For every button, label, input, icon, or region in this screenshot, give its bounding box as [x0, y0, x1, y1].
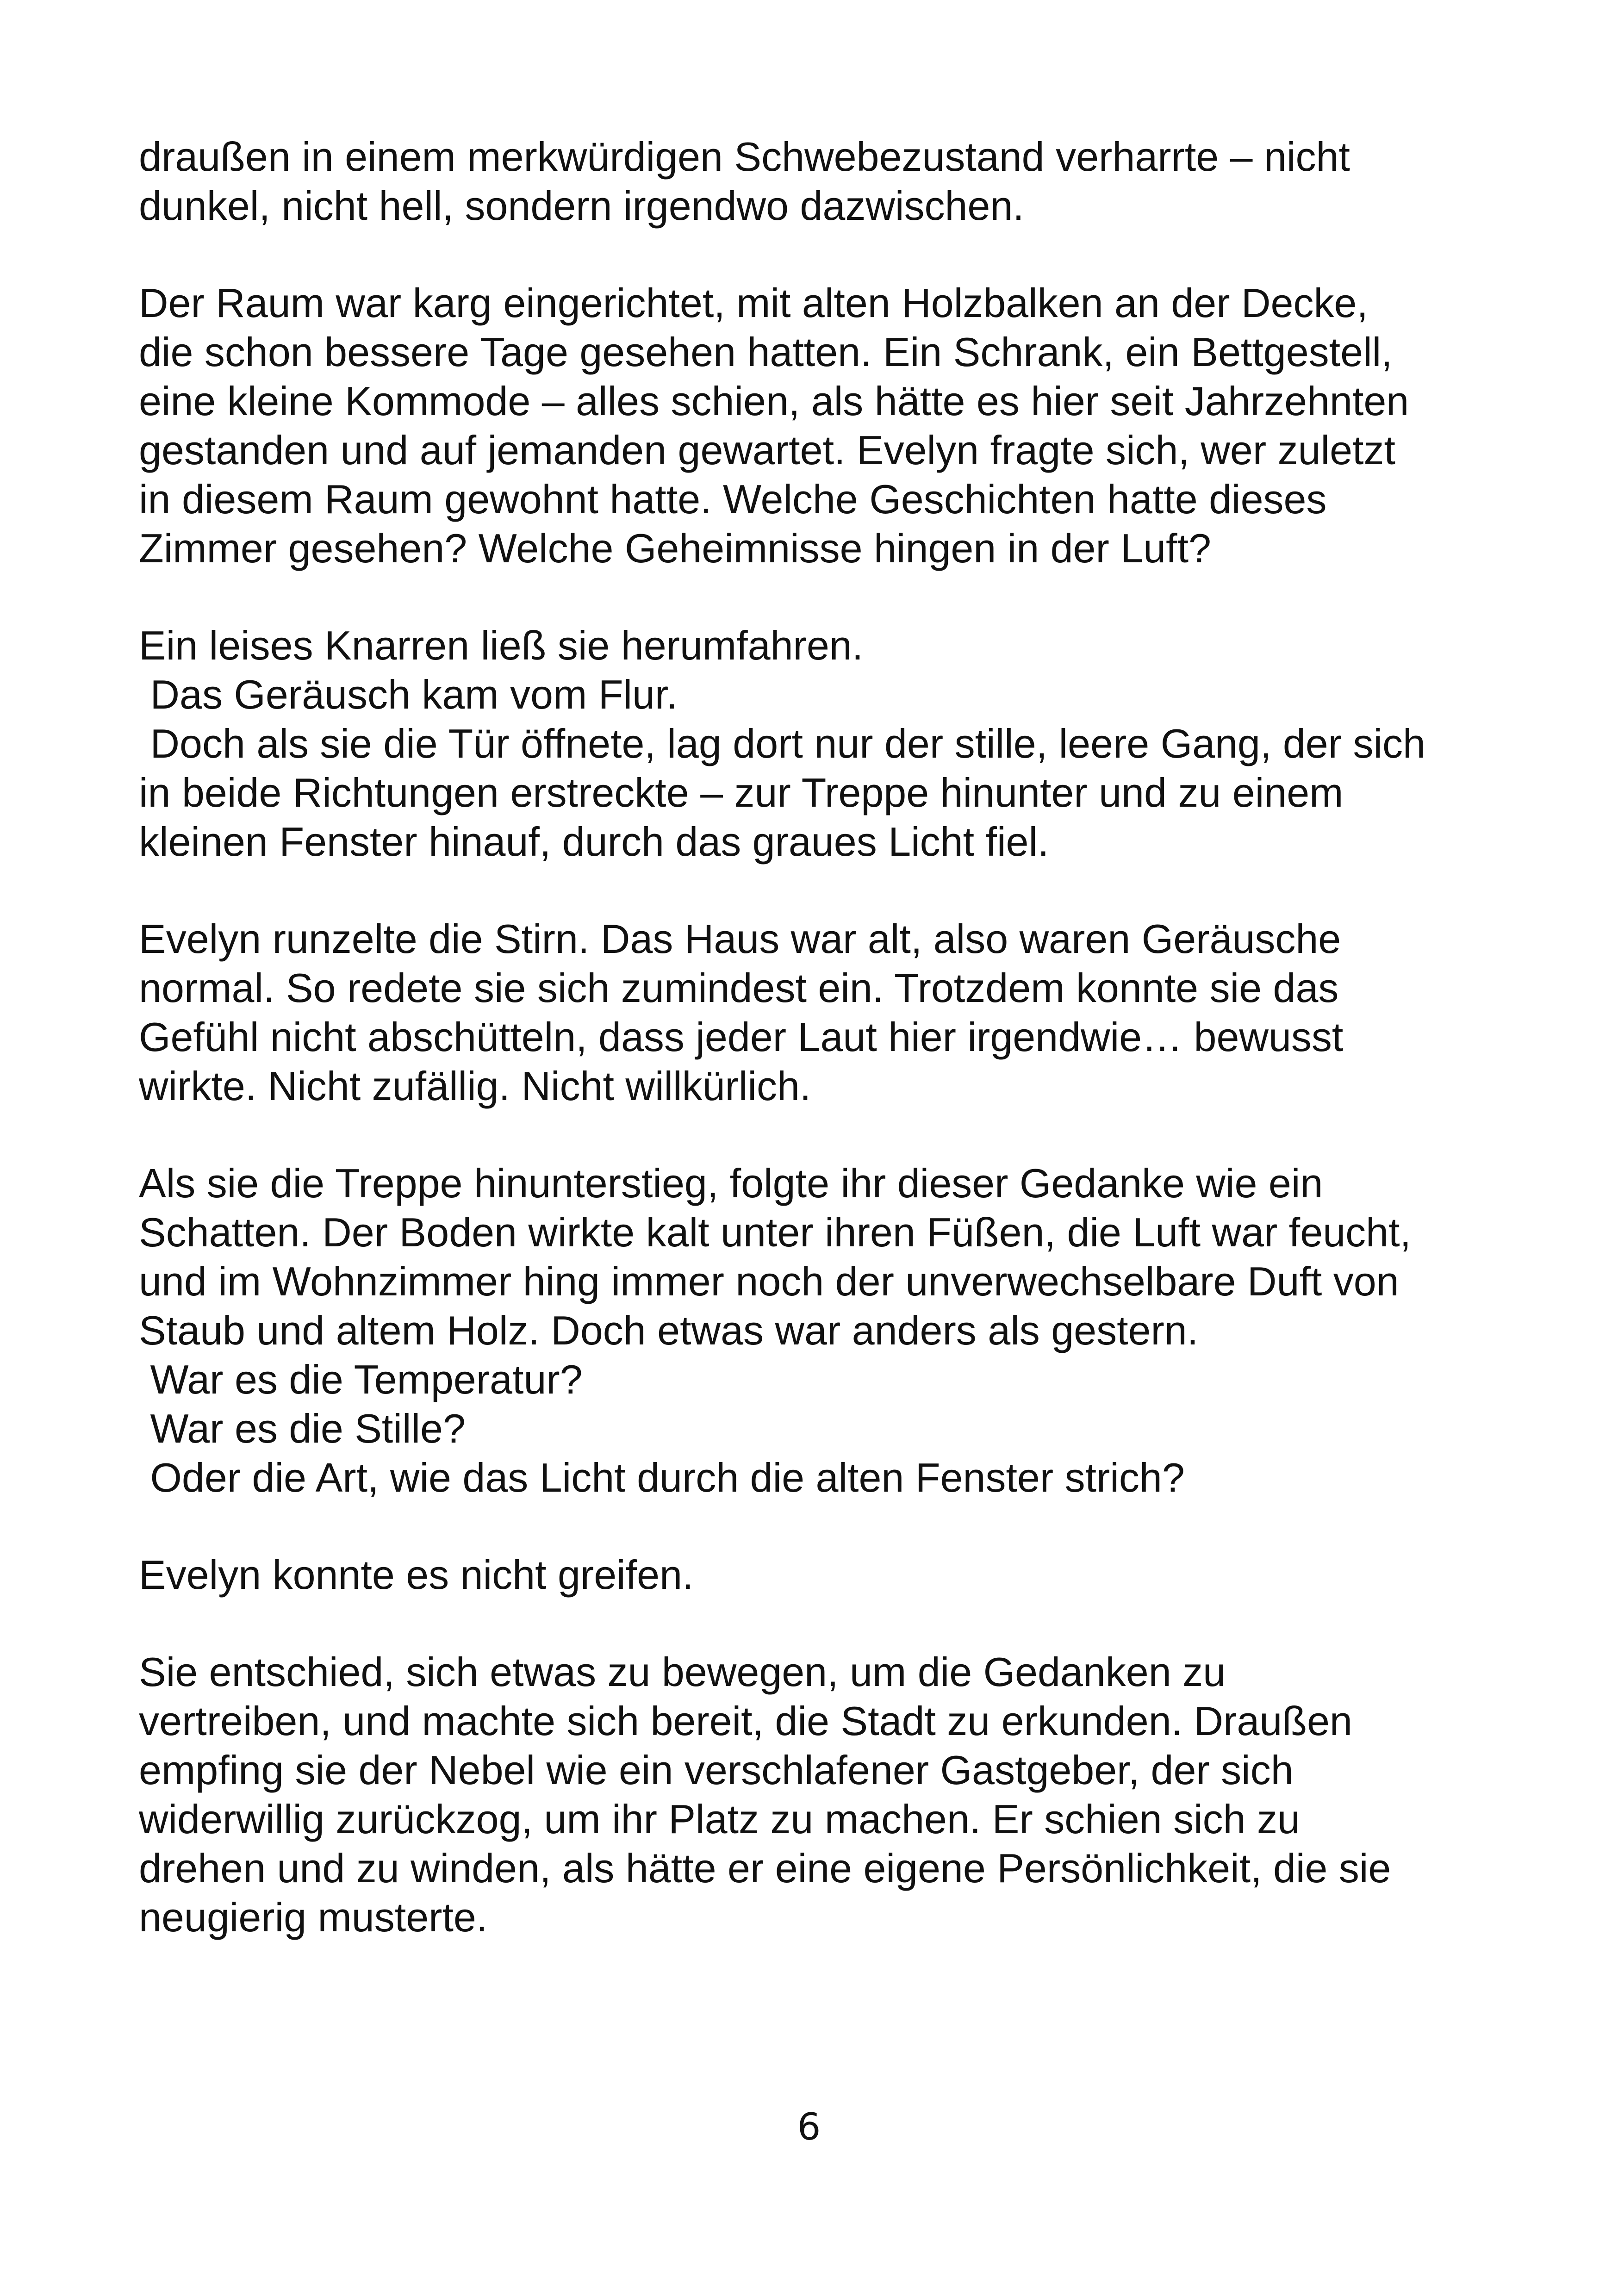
paragraph: [139, 621, 1509, 866]
text-line: neugierig musterte.: [139, 1894, 488, 1940]
text-line: Gefühl nicht abschütteln, dass jeder Laut hier irgendwie… bewusst: [139, 1014, 1344, 1060]
text-line: Evelyn konnte es nicht greifen.: [139, 1552, 694, 1598]
text-line: Sie entschied, sich etwas zu bewegen, um die Gedanken zu: [139, 1649, 1226, 1695]
text-line: und im Wohnzimmer hing immer noch der unverwechselbare Duft von: [139, 1258, 1399, 1304]
page-number: 6: [797, 2105, 821, 2148]
text-line: War es die Temperatur?: [139, 1356, 583, 1402]
paragraph: [139, 132, 1509, 230]
text-line: Oder die Art, wie das Licht durch die alten Fenster strich?: [139, 1455, 1185, 1500]
paragraph: [139, 1159, 1509, 1502]
text-line: Zimmer gesehen? Welche Geheimnisse hingen in der Luft?: [139, 525, 1211, 571]
text-line: Als sie die Treppe hinunterstieg, folgte ihr dieser Gedanke wie ein: [139, 1160, 1323, 1206]
paragraph: [139, 1550, 1509, 1599]
text-line: in beide Richtungen erstreckte – zur Treppe hinunter und zu einem: [139, 770, 1344, 815]
paragraph: [139, 1648, 1509, 1942]
text-line: Doch als sie die Tür öffnete, lag dort nur der stille, leere Gang, der sich: [139, 721, 1425, 766]
text-line: draußen in einem merkwürdigen Schwebezustand verharrte – nicht: [139, 134, 1350, 180]
paragraph: [139, 915, 1509, 1111]
paragraph: [139, 279, 1509, 573]
body-text: [139, 132, 1509, 1990]
text-line: dunkel, nicht hell, sondern irgendwo dazwischen.: [139, 183, 1024, 229]
text-line: kleinen Fenster hinauf, durch das graues Licht fiel.: [139, 819, 1049, 865]
text-line: normal. So redete sie sich zumindest ein. Trotzdem konnte sie das: [139, 965, 1339, 1011]
text-line: Evelyn runzelte die Stirn. Das Haus war alt, also waren Geräusche: [139, 916, 1341, 962]
text-line: Der Raum war karg eingerichtet, mit alten Holzbalken an der Decke,: [139, 280, 1368, 326]
text-line: wirkte. Nicht zufällig. Nicht willkürlich.: [139, 1063, 811, 1109]
text-line: widerwillig zurückzog, um ihr Platz zu machen. Er schien sich zu: [139, 1796, 1300, 1842]
text-line: War es die Stille?: [139, 1406, 466, 1451]
text-line: Schatten. Der Boden wirkte kalt unter ihren Füßen, die Luft war feucht,: [139, 1209, 1411, 1255]
text-line: empfing sie der Nebel wie ein verschlafener Gastgeber, der sich: [139, 1747, 1294, 1793]
text-line: vertreiben, und machte sich bereit, die Stadt zu erkunden. Draußen: [139, 1698, 1352, 1744]
text-line: drehen und zu winden, als hätte er eine eigene Persönlichkeit, die sie: [139, 1845, 1391, 1891]
text-line: die schon bessere Tage gesehen hatten. Ein Schrank, ein Bettgestell,: [139, 329, 1393, 375]
text-line: Ein leises Knarren ließ sie herumfahren.: [139, 622, 864, 668]
text-line: in diesem Raum gewohnt hatte. Welche Geschichten hatte dieses: [139, 476, 1327, 522]
text-line: Staub und altem Holz. Doch etwas war anders als gestern.: [139, 1307, 1199, 1353]
text-line: Das Geräusch kam vom Flur.: [139, 672, 678, 717]
text-line: gestanden und auf jemanden gewartet. Evelyn fragte sich, wer zuletzt: [139, 427, 1395, 473]
text-line: eine kleine Kommode – alles schien, als hätte es hier seit Jahrzehnten: [139, 378, 1409, 424]
